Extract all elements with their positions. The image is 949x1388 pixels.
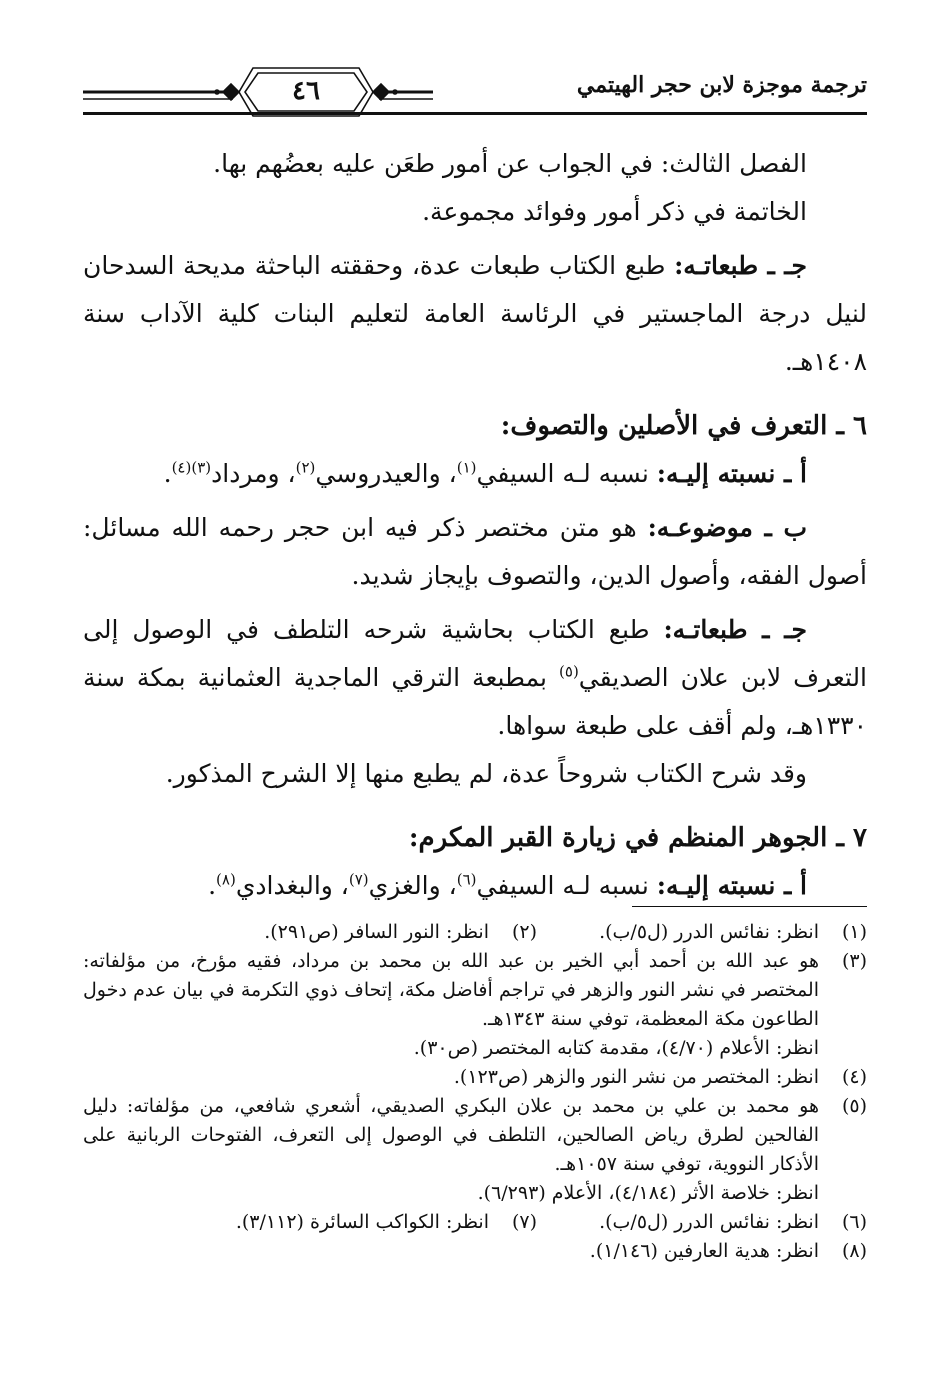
footnote-text: انظر: المختصر من نشر النور والزهر (ص١٢٣). — [453, 1066, 819, 1088]
paragraph-6c-editions — [83, 606, 867, 750]
text-subject: هو متن مختصر ذكر فيه ابن حجر رحمه الله مسائل: أصول الفقه، وأصول الدين، والتصوف بإيجاز شديد. — [83, 513, 867, 590]
label-editions: جـ ـ طبعاتـه: — [674, 251, 807, 280]
label-attribution: أ ـ نسبته إليـه: — [656, 459, 807, 488]
text-editions-1: طبع الكتاب بحاشية شرحه التلطف في الوصول إلى التعرف لابن علان الصديقي — [83, 615, 868, 692]
footnote-ref-7[interactable]: (٧) — [348, 870, 369, 889]
footnote-1 — [537, 918, 867, 947]
footnote-text: هو محمد بن علي بن محمد بن علان البكري الصديقي، أشعري شافعي، من مؤلفاته: دليل الفالحين لطرق رياض الصالحين، التلطف في الوصول إلى التعرف، الفتوحات الربانية على الأذكار النووية، توفي سنة ١٠٥٧هـ. — [83, 1095, 819, 1175]
footnote-reference: انظر: الأعلام (٤/٧٠)، مقدمة كتابه المختصر (ص٣٠). — [413, 1037, 819, 1059]
footnote-text: انظر: هدية العارفين (١/١٤٦). — [589, 1240, 819, 1262]
footnote-6 — [537, 1208, 867, 1237]
label-editions: جـ ـ طبعاتـه: — [663, 615, 808, 644]
text-editions: طبع الكتاب طبعات عدة، وحققته الباحثة مديحة السدحان لنيل درجة الماجستير في الرئاسة العامة لتعليم البنات كلية الآداب سنة ١٤٠٨هـ. — [83, 251, 867, 376]
footnote-number: (٥) — [841, 1095, 867, 1117]
heading-book-6: ٦ ـ التعرف في الأصلين والتصوف: — [500, 411, 867, 441]
footnote-number: (٤) — [841, 1066, 867, 1088]
text-attribution-2: ، والغزي — [368, 871, 457, 900]
footnote-2 — [207, 918, 537, 947]
footnote-7 — [207, 1208, 537, 1237]
footnote-ref-3-4[interactable]: (٣)(٤) — [171, 458, 212, 477]
footnote-number: (٢) — [511, 921, 537, 943]
paragraph-6d-commentaries: وقد شرح الكتاب شروحاً عدة، لم يطبع منها إلا الشرح المذكور. — [165, 759, 807, 788]
footnote-number: (٨) — [841, 1240, 867, 1262]
page-number: ٤٦ — [292, 76, 320, 106]
footnote-body — [83, 947, 819, 1063]
paragraph-5c-editions — [83, 242, 867, 386]
footnote-text: هو عبد الله بن أحمد أبي الخير بن عبد الله بن محمد بن مرداد، فقيه مؤرخ، من مؤلفاته: المختصر في نشر النور والزهر في تراجم أفاضل مكة، إتحاف ذوي التكرمة في بيان عدم دخول الطاعون مكة المعظمة، توفي سنة ١٣٤٣هـ. — [83, 950, 819, 1030]
footnote-8 — [83, 1237, 867, 1266]
label-attribution: أ ـ نسبته إليـه: — [656, 871, 807, 900]
footnote-ref-6[interactable]: (٦) — [456, 870, 477, 889]
footnote-ref-8[interactable]: (٨) — [216, 870, 236, 889]
footnote-number: (١) — [841, 921, 867, 943]
footnote-5 — [83, 1092, 867, 1208]
footnote-number: (٣) — [841, 950, 867, 972]
text-attribution-1: نسبه لـه السيفي — [476, 459, 657, 488]
header-rule — [83, 112, 867, 115]
footnote-row-6-7 — [83, 1208, 867, 1237]
footnote-reference: انظر: خلاصة الأثر (٤/١٨٤)، الأعلام (٦/٢٩٣). — [477, 1182, 819, 1204]
text-attribution-2: ، والعيدروسي — [315, 459, 457, 488]
footnote-number: (٧) — [511, 1211, 537, 1233]
footnotes — [83, 918, 867, 1266]
footnote-text: انظر: نفائس الدرر (ل٥/ب). — [599, 1211, 819, 1233]
main-text — [83, 140, 867, 910]
footnote-text: انظر: النور السافر (ص٢٩١). — [264, 921, 489, 943]
footnote-3 — [83, 947, 867, 1063]
paragraph-6b-subject — [83, 504, 867, 600]
footnote-ref-1[interactable]: (١) — [456, 458, 477, 477]
footnote-body — [83, 1092, 819, 1208]
footnote-ref-2[interactable]: (٢) — [295, 458, 316, 477]
footnote-text: انظر: نفائس الدرر (ل٥/ب). — [599, 921, 819, 943]
text-attribution-4: . — [208, 871, 217, 900]
footnote-row-1-2 — [83, 918, 867, 947]
footnote-number: (٦) — [841, 1211, 867, 1233]
label-subject: ب ـ موضوعـه: — [647, 513, 807, 542]
footnote-text: انظر: الكواكب السائرة (٣/١١٢). — [235, 1211, 489, 1233]
page-header — [83, 62, 867, 128]
text-attribution-3: ، والبغدادي — [235, 871, 349, 900]
text-attribution-3: ، ومرداد — [211, 459, 296, 488]
footnote-separator — [632, 906, 867, 907]
paragraph-chapter-3: الفصل الثالث: في الجواب عن أمور طعَن عليه بعضُهم بها. — [213, 149, 807, 178]
text-editions-2: بمطبعة الترقي الماجدية العثمانية بمكة سنة ١٣٣٠هـ، ولم أقف على طبعة سواها. — [83, 663, 867, 740]
paragraph-conclusion: الخاتمة في ذكر أمور وفوائد مجموعة. — [422, 197, 807, 226]
paragraph-6a-attribution — [83, 450, 867, 498]
text-attribution-4: . — [163, 459, 172, 488]
paragraph-7a-attribution — [83, 862, 867, 910]
running-title: ترجمة موجزة لابن حجر الهيتمي — [576, 72, 867, 98]
heading-book-7: ٧ ـ الجوهر المنظم في زيارة القبر المكرم: — [408, 823, 867, 853]
footnote-4 — [83, 1063, 867, 1092]
footnote-ref-5[interactable]: (٥) — [559, 662, 579, 681]
text-attribution-1: نسبه لـه السيفي — [476, 871, 657, 900]
